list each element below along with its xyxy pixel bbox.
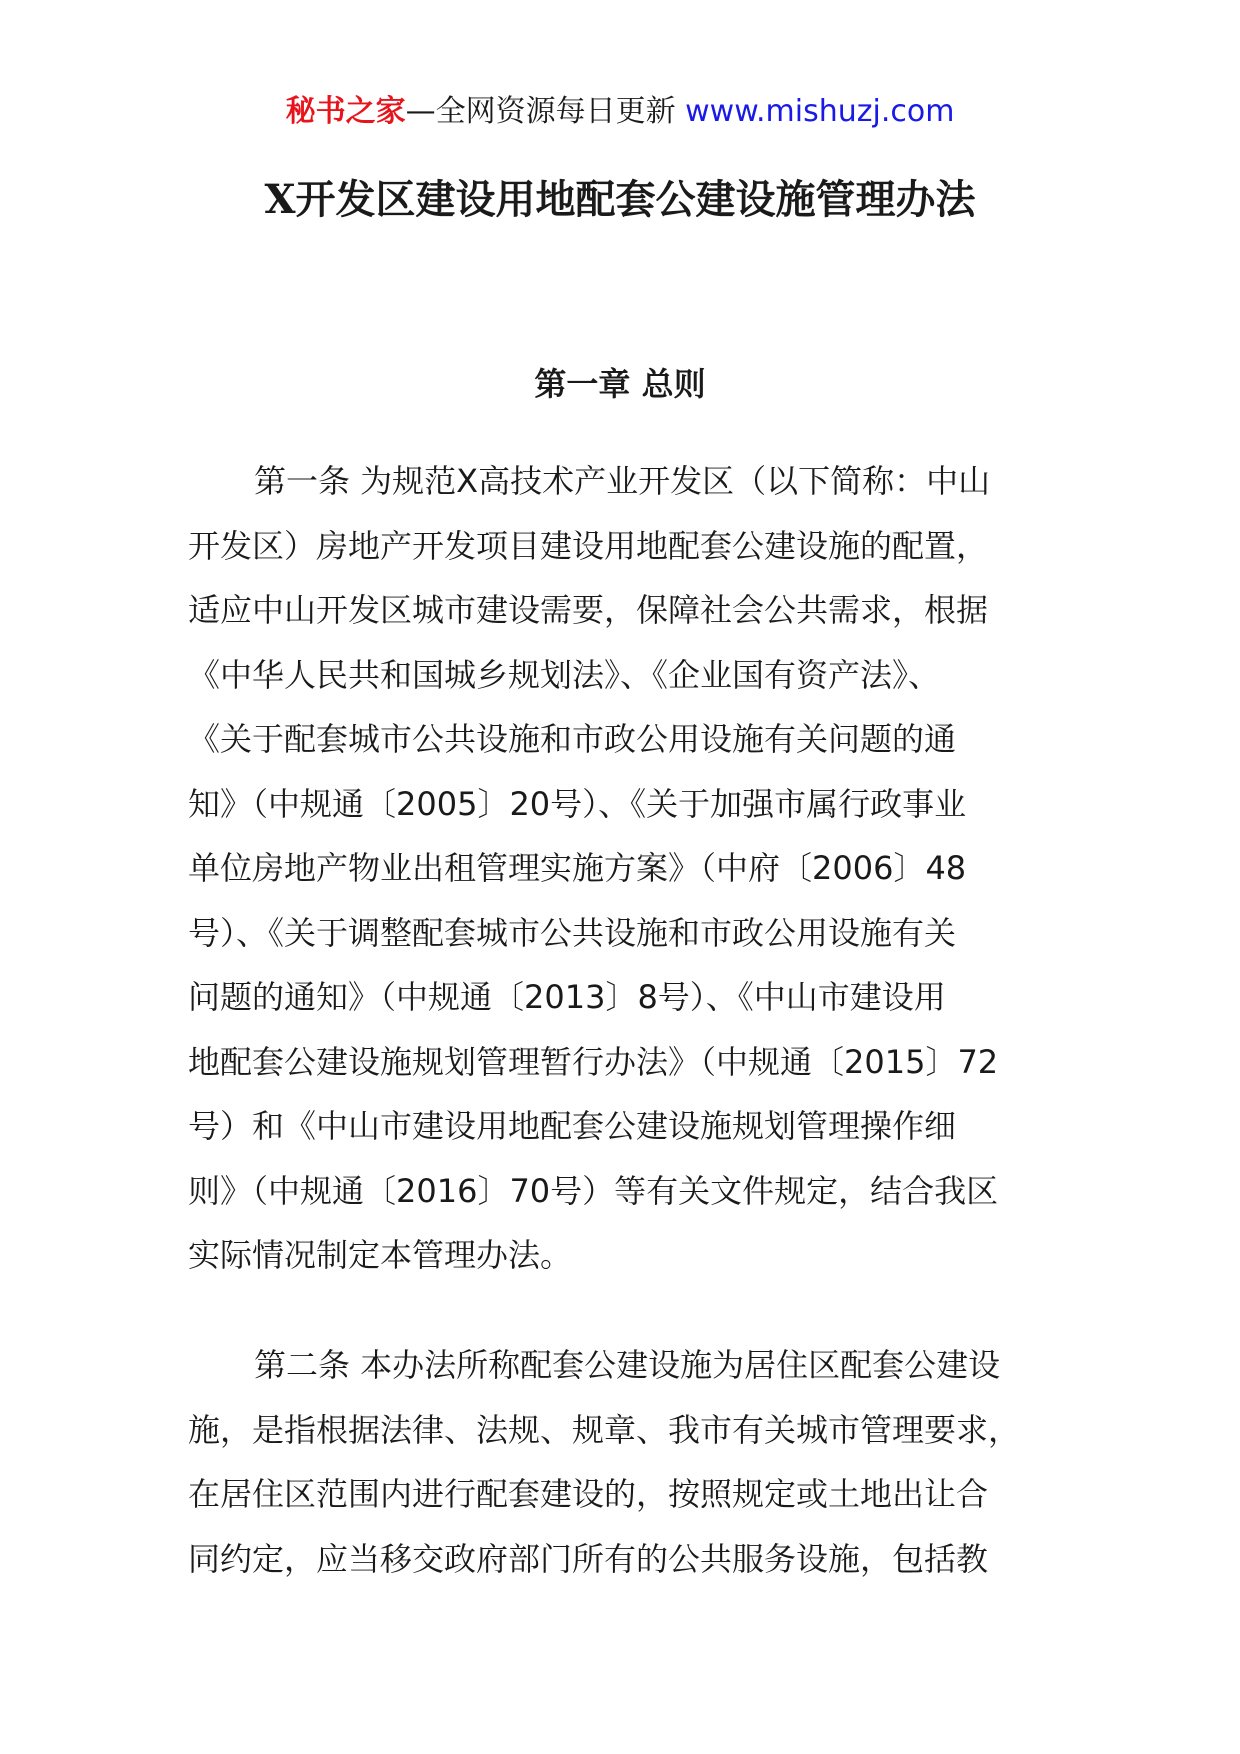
paragraph-line: 单位房地产物业出租管理实施方案》（中府〔2006〕48 xyxy=(188,849,967,887)
header-dash: — xyxy=(405,94,436,129)
paragraph-line: 在居住区范围内进行配套建设的，按照规定或土地出让合 xyxy=(188,1475,989,1513)
paragraph-line: 第二条 本办法所称配套公建设施为居住区配套公建设 xyxy=(254,1346,1001,1384)
paragraph-line: 施，是指根据法律、法规、规章、我市有关城市管理要求， xyxy=(188,1410,1021,1449)
paragraph-line: 开发区）房地产开发项目建设用地配套公建设施的配置， xyxy=(188,526,989,565)
article-2-paragraph xyxy=(188,1333,1064,1591)
paragraph-line: 则》（中规通〔2016〕70号）等有关文件规定，结合我区 xyxy=(188,1171,999,1210)
paragraph-line: 第一条 为规范X高技术产业开发区（以下简称：中山 xyxy=(254,462,991,500)
document-title: X开发区建设用地配套公建设施管理办法 xyxy=(264,176,976,223)
paragraph-line: 《关于配套城市公共设施和市政公用设施有关问题的通 xyxy=(188,720,957,758)
paragraph-line: 同约定，应当移交政府部门所有的公共服务设施，包括教 xyxy=(188,1539,989,1578)
chapter-heading: 第一章 总则 xyxy=(534,365,706,403)
paragraph-line: 地配套公建设施规划管理暂行办法》（中规通〔2015〕72 xyxy=(188,1042,999,1081)
paragraph-line: 号）、《关于调整配套城市公共设施和市政公用设施有关 xyxy=(188,913,957,952)
paragraph-line: 适应中山开发区城市建设需要，保障社会公共需求，根据 xyxy=(188,591,989,629)
paragraph-line: 号）和《中山市建设用地配套公建设施规划管理操作细 xyxy=(188,1107,957,1145)
site-brand: 秘书之家 xyxy=(285,94,406,129)
paragraph-line: 《中华人民共和国城乡规划法》、《企业国有资产法》、 xyxy=(188,655,941,694)
paragraph-line: 问题的通知》（中规通〔2013〕8号）、《中山市建设用 xyxy=(188,978,946,1016)
paragraph-line: 知》（中规通〔2005〕20号）、《关于加强市属行政事业 xyxy=(188,784,967,823)
article-1-paragraph xyxy=(188,449,1064,1288)
site-header xyxy=(0,92,1240,132)
site-url-link[interactable]: www.mishuzj.com xyxy=(685,94,955,129)
paragraph-line: 实际情况制定本管理办法。 xyxy=(188,1236,573,1274)
site-slogan: 全网资源每日更新 xyxy=(435,94,676,129)
